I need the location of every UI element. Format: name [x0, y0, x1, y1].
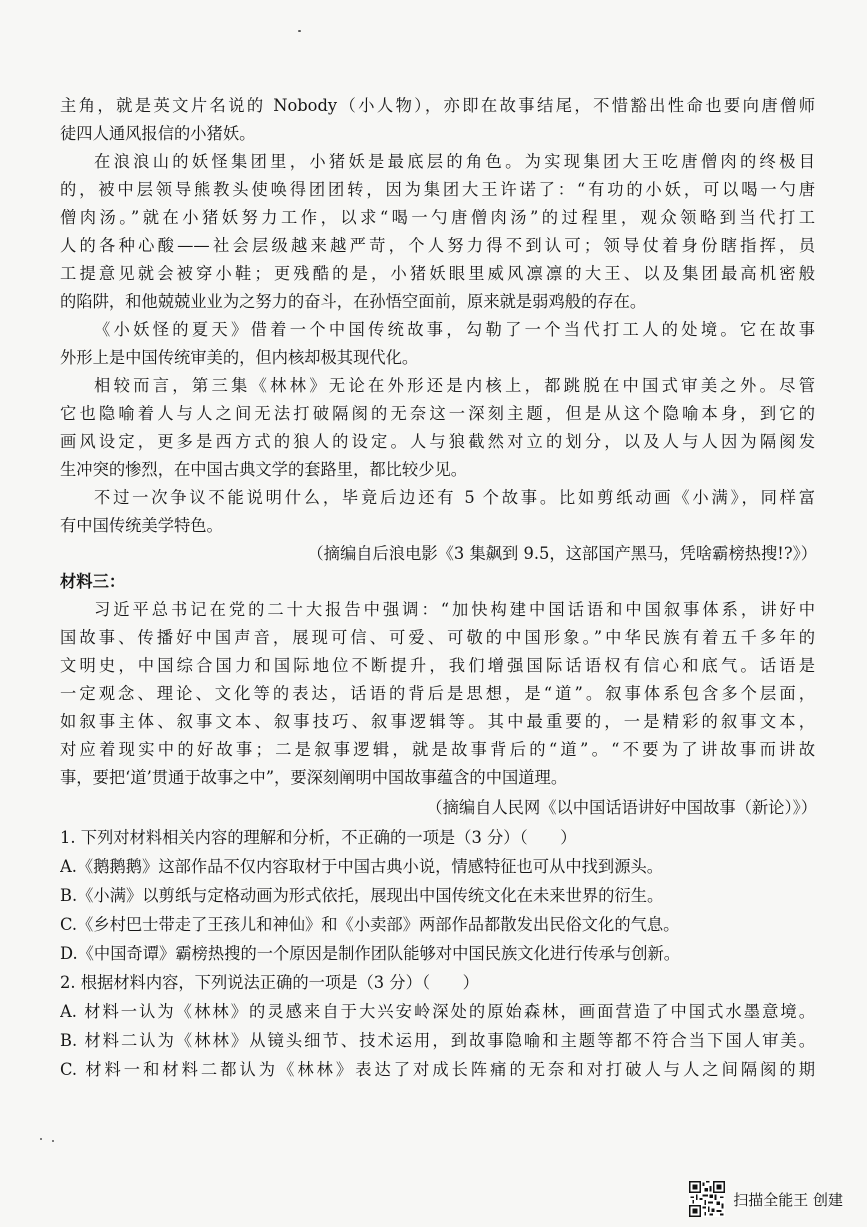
scan-speck [52, 1140, 54, 1142]
text-line: 文明史，中国综合国力和国际地位不断提升，我们增强国际话语权有信心和底气。话语是 [60, 656, 815, 675]
source-citation: （摘编自人民网《以中国话语讲好中国故事（新论）》） [426, 798, 817, 817]
answer-option: C. 材料一和材料二都认为《林林》表达了对成长阵痛的无奈和对打破人与人之间隔阂的期 [60, 1060, 815, 1079]
question-stem: 2. 根据材料内容，下列说法正确的一项是（3 分）（ ） [60, 973, 479, 992]
answer-option: D.《中国奇谭》霸榜热搜的一个原因是制作团队能够对中国民族文化进行传承与创新。 [60, 944, 681, 963]
source-citation: （摘编自后浪电影《3 集飙到 9.5，这部国产黑马，凭啥霸榜热搜!?》） [307, 544, 817, 563]
text-line: 《小妖怪的夏天》借着一个中国传统故事，勾勒了一个当代打工人的处境。它在故事 [94, 320, 815, 339]
text-line: 外形上是中国传统审美的，但内核却极其现代化。 [60, 348, 419, 367]
text-line: 在浪浪山的妖怪集团里，小猪妖是最底层的角色。为实现集团大王吃唐僧肉的终极目 [94, 152, 815, 171]
answer-option: A. 材料一认为《林林》的灵感来自于大兴安岭深处的原始森林，画面营造了中国式水墨意境。 [60, 1002, 815, 1021]
text-line: 相较而言，第三集《林林》无论在外形还是内核上，都跳脱在中国式审美之外。尽管 [94, 376, 815, 395]
text-line: 工提意见就会被穿小鞋；更残酷的是，小猪妖眼里威风凛凛的大王、以及集团最高机密般 [60, 264, 815, 283]
text-line: 有中国传统美学特色。 [60, 516, 223, 535]
section-heading: 材料三： [60, 572, 126, 591]
answer-option: B.《小满》以剪纸与定格动画为形式依托，展现出中国传统文化在未来世界的衍生。 [60, 886, 664, 905]
text-line: 的，被中层领导熊教头使唤得团团转，因为集团大王许诺了：“有功的小妖，可以喝一勺唐 [60, 180, 815, 199]
text-line: 习近平总书记在党的二十大报告中强调：“加快构建中国话语和中国叙事体系，讲好中 [94, 600, 815, 619]
text-line: 国故事、传播好中国声音，展现可信、可爱、可敬的中国形象。”中华民族有着五千多年的 [60, 628, 815, 647]
text-line: 如叙事主体、叙事文本、叙事技巧、叙事逻辑等。其中最重要的，一是精彩的叙事文本， [60, 712, 815, 731]
text-line: 它也隐喻着人与人之间无法打破隔阂的无奈这一深刻主题，但是从这个隐喻本身，到它的 [60, 404, 815, 423]
text-line: 的陷阱，和他兢兢业业为之努力的奋斗，在孙悟空面前，原来就是弱鸡般的存在。 [60, 292, 647, 311]
question-stem: 1. 下列对材料相关内容的理解和分析，不正确的一项是（3 分）（ ） [60, 828, 577, 847]
text-line: 僧肉汤。”就在小猪妖努力工作，以求“喝一勺唐僧肉汤”的过程里，观众领略到当代打工 [60, 208, 815, 227]
answer-option: A.《鹅鹅鹅》这部作品不仅内容取材于中国古典小说，情感特征也可从中找到源头。 [60, 857, 664, 876]
text-line: 不过一次争议不能说明什么，毕竟后边还有 5 个故事。比如剪纸动画《小满》，同样富 [94, 488, 815, 507]
text-line: 人的各种心酸——社会层级越来越严苛，个人努力得不到认可；领导仗着身份瞎指挥，员 [60, 236, 815, 255]
scan-speck [40, 1138, 42, 1140]
scan-speck [298, 30, 301, 32]
text-line: 对应着现实中的好故事；二是叙事逻辑，就是故事背后的“道”。“不要为了讲故事而讲故 [60, 740, 815, 759]
text-line: 事，要把‘道’贯通于故事之中”，要深刻阐明中国故事蕴含的中国道理。 [60, 768, 568, 787]
answer-option: C.《乡村巴士带走了王孩儿和神仙》和《小卖部》两部作品都散发出民俗文化的气息。 [60, 915, 680, 934]
answer-option: B. 材料二认为《林林》从镜头细节、技术运用，到故事隐喻和主题等都不符合当下国人审美。 [60, 1031, 815, 1050]
text-line: 主角，就是英文片名说的 Nobody（小人物），亦即在故事结尾，不惜豁出性命也要向唐僧师 [60, 96, 815, 115]
scanner-watermark [689, 1181, 843, 1217]
text-line: 一定观念、理论、文化等的表达，话语的背后是思想，是“道”。叙事体系包含多个层面， [60, 684, 815, 703]
text-line: 生冲突的惨烈，在中国古典文学的套路里，都比较少见。 [60, 460, 468, 479]
text-line: 画风设定，更多是西方式的狼人的设定。人与狼截然对立的划分，以及人与人因为隔阂发 [60, 432, 815, 451]
qr-code-icon [689, 1181, 725, 1217]
watermark-text: 扫描全能王 创建 [733, 1190, 843, 1209]
text-line: 徒四人通风报信的小猪妖。 [60, 124, 256, 143]
